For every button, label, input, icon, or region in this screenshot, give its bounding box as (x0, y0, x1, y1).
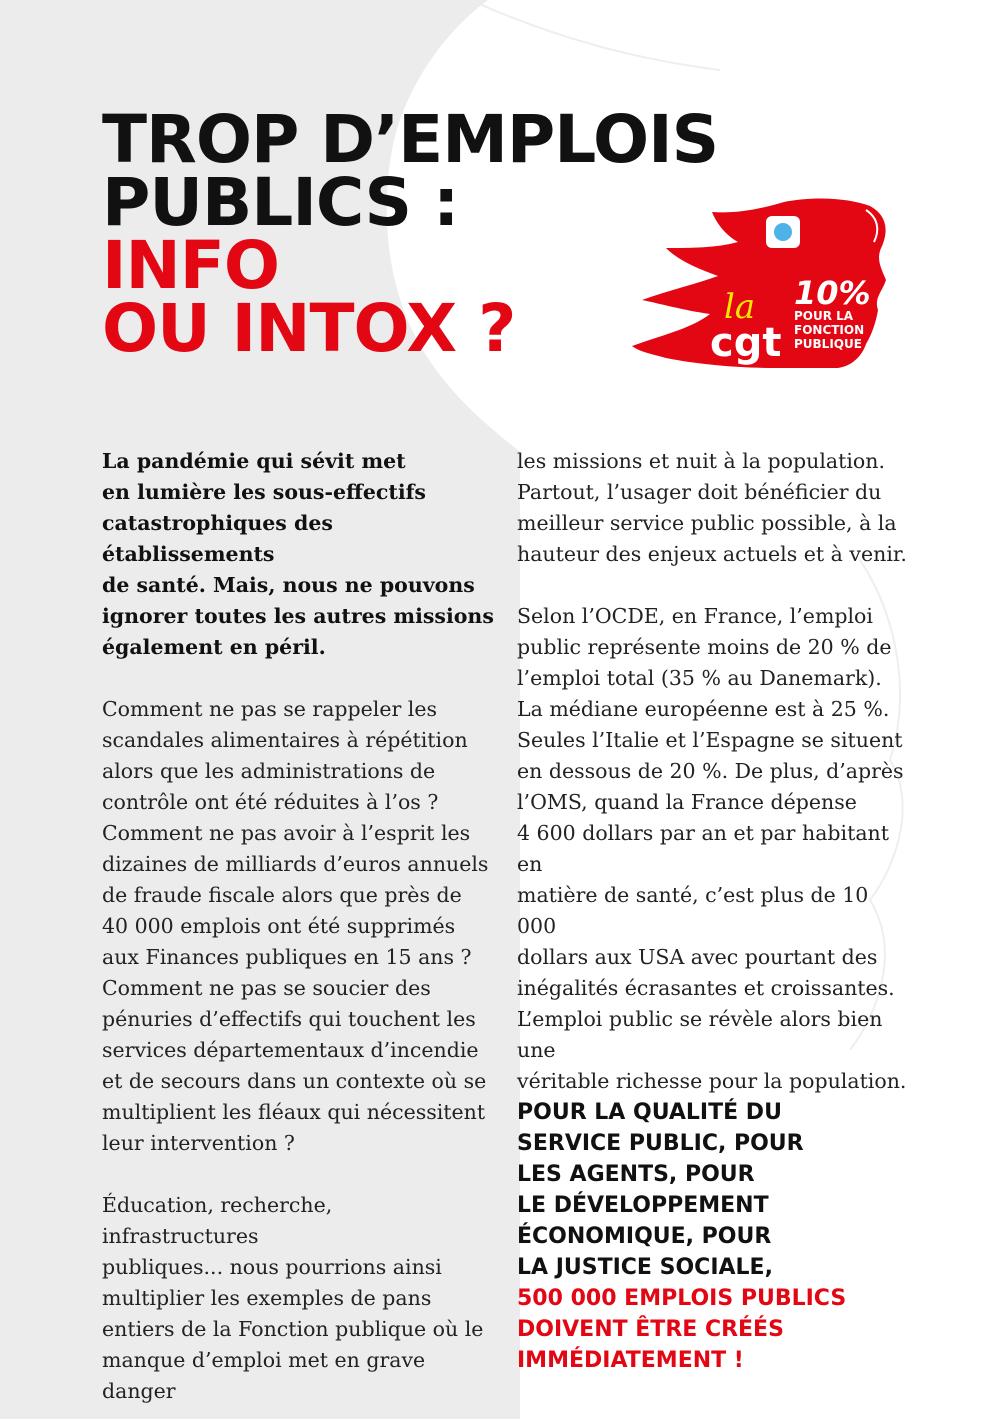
text-line: pénuries d’effectifs qui touchent les (102, 1007, 476, 1031)
text-line: inégalités écrasantes et croissantes. (517, 976, 895, 1000)
title-line-4: OU INTOX ? (102, 290, 516, 367)
call-line-highlight: DOIVENT ÊTRE CRÉÉS (517, 1317, 784, 1342)
text-line: de fraude fiscale alors que près de (102, 883, 462, 907)
cgt-10-percent-logo (626, 196, 888, 374)
text-line: les missions et nuit à la population. (517, 449, 885, 473)
call-line: LE DÉVELOPPEMENT (517, 1193, 769, 1218)
logo-la-text: la (724, 287, 756, 327)
paragraph-scandals (102, 694, 494, 1159)
text-line: Selon l’OCDE, en France, l’emploi (517, 604, 873, 628)
paragraph-ocde (517, 601, 909, 1097)
logo-tagline-3: PUBLIQUE (794, 337, 862, 351)
text-line: contrôle ont été réduites à l’os ? (102, 790, 439, 814)
text-line: ignorer toutes les autres missions (102, 604, 494, 628)
call-to-action (517, 1097, 909, 1376)
text-line: l’OMS, quand la France dépense (517, 790, 857, 814)
call-line: LA JUSTICE SOCIALE, (517, 1255, 773, 1280)
text-line: multiplient les fléaux qui nécessitent (102, 1100, 486, 1124)
text-line: multiplier les exemples de pans (102, 1286, 432, 1310)
text-line: La pandémie qui sévit met (102, 449, 406, 473)
paragraph-education (102, 1190, 494, 1407)
text-line: Partout, l’usager doit bénéficier du (517, 480, 882, 504)
text-line: entiers de la Fonction publique où le (102, 1317, 484, 1341)
text-line: public représente moins de 20 % de (517, 635, 892, 659)
title-line-1: TROP D’EMPLOIS (102, 101, 719, 178)
call-line-highlight: IMMÉDIATEMENT ! (517, 1348, 744, 1373)
text-line: catastrophiques des établissements (102, 511, 333, 566)
text-line: dizaines de milliards d’euros annuels (102, 852, 489, 876)
text-line: publiques... nous pourrions ainsi (102, 1255, 442, 1279)
lead-paragraph (102, 446, 494, 663)
text-line: scandales alimentaires à répétition (102, 728, 468, 752)
call-line: POUR LA QUALITÉ DU (517, 1100, 782, 1125)
text-line: hauteur des enjeux actuels et à venir. (517, 542, 907, 566)
logo-tagline-2: FONCTION (794, 323, 865, 337)
text-line: services départementaux d’incendie (102, 1038, 479, 1062)
call-line: SERVICE PUBLIC, POUR (517, 1131, 804, 1156)
text-line: et de secours dans un contexte où se (102, 1069, 487, 1093)
text-line: Comment ne pas se soucier des (102, 976, 431, 1000)
text-line: en dessous de 20 %. De plus, d’après (517, 759, 904, 783)
title-line-3: INFO (102, 227, 279, 304)
title-line-2: PUBLICS : (102, 164, 459, 241)
text-line: de santé. Mais, nous ne pouvons (102, 573, 475, 597)
paragraph-continuation (517, 446, 909, 570)
text-line: 40 000 emplois ont été supprimés (102, 914, 456, 938)
text-line: 4 600 dollars par an et par habitant en (517, 821, 889, 876)
text-line: L’emploi public se révèle alors bien une (517, 1007, 883, 1062)
text-line: l’emploi total (35 % au Danemark). (517, 666, 882, 690)
text-line: Seules l’Italie et l’Espagne se situent (517, 728, 903, 752)
text-line: Comment ne pas avoir à l’esprit les (102, 821, 471, 845)
call-line: ÉCONOMIQUE, POUR (517, 1224, 772, 1249)
logo-percent-text: 10% (794, 274, 871, 312)
text-line: dollars aux USA avec pourtant des (517, 945, 878, 969)
right-column (517, 446, 909, 1376)
text-line: aux Finances publiques en 15 ans ? (102, 945, 472, 969)
text-line: en lumière les sous-effectifs (102, 480, 426, 504)
logo-cgt-text: cgt (710, 320, 782, 366)
text-line: matière de santé, c’est plus de 10 000 (517, 883, 869, 938)
text-line: La médiane européenne est à 25 %. (517, 697, 890, 721)
text-line: meilleur service public possible, à la (517, 511, 897, 535)
call-line: LES AGENTS, POUR (517, 1162, 755, 1187)
text-line: Éducation, recherche, infrastructures (102, 1193, 333, 1248)
text-line: manque d’emploi met en grave danger (102, 1348, 426, 1403)
call-line-highlight: 500 000 EMPLOIS PUBLICS (517, 1286, 847, 1311)
left-column (102, 446, 494, 1407)
logo-tagline-1: POUR LA (794, 309, 854, 323)
text-line: Comment ne pas se rappeler les (102, 697, 438, 721)
logo-emblem-blue (774, 223, 792, 241)
text-line: également en péril. (102, 635, 326, 659)
text-line: leur intervention ? (102, 1131, 295, 1155)
text-line: véritable richesse pour la population. (517, 1069, 907, 1093)
text-line: alors que les administrations de (102, 759, 436, 783)
